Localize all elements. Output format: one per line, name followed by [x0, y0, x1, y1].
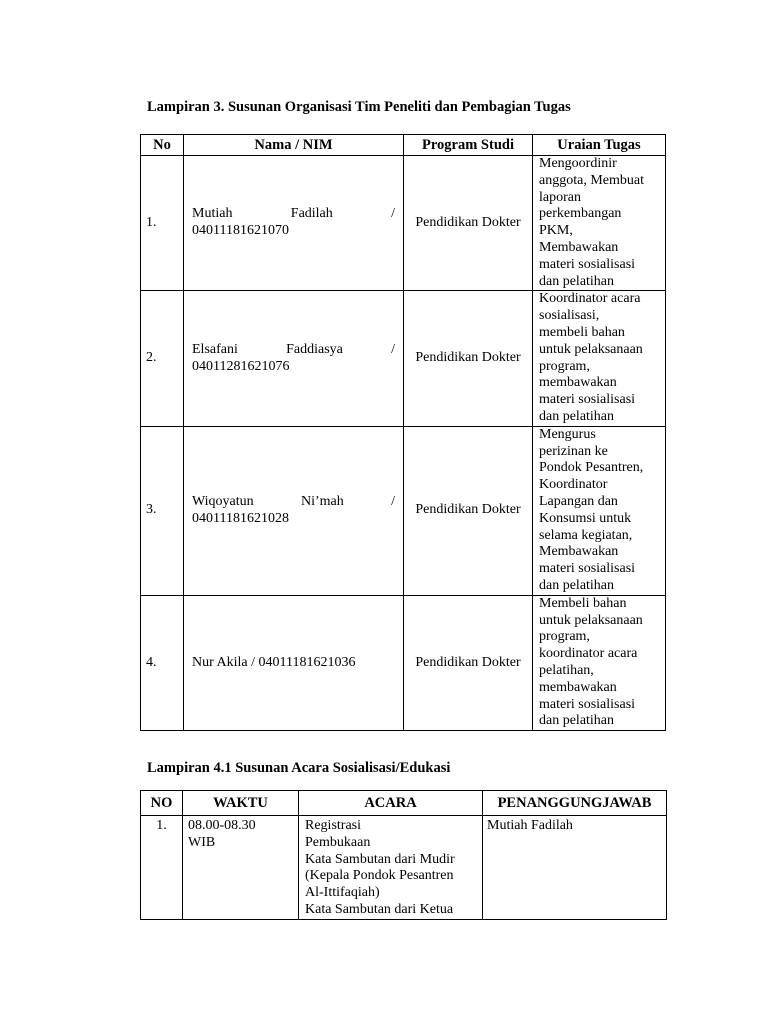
nim-line: 04011181621028: [192, 510, 289, 526]
task-line: dan pelatihan: [539, 713, 615, 729]
cell-tasks: [533, 291, 666, 426]
task-line: dan pelatihan: [539, 273, 615, 289]
task-line: dan pelatihan: [539, 408, 615, 424]
task-line: membeli bahan: [539, 324, 625, 340]
task-line: Koordinator: [539, 477, 608, 493]
header-no: No: [141, 135, 184, 156]
cell-name-nim: [184, 426, 404, 595]
task-line: materi sosialisasi: [539, 392, 636, 408]
task-line: program,: [539, 629, 590, 645]
name-line: Mutiah Fadilah /: [192, 206, 395, 222]
task-line: Konsumsi untuk: [539, 510, 632, 526]
task-line: Membawakan: [539, 239, 619, 255]
task-line: pelatihan,: [539, 662, 594, 678]
task-line: Membeli bahan: [539, 595, 627, 611]
time-line: WIB: [188, 834, 216, 850]
nim-line: 04011281621076: [192, 358, 290, 374]
cell-no: 1.: [141, 816, 183, 920]
cell-person-in-charge: Mutiah Fadilah: [483, 816, 667, 920]
cell-no: 1.: [141, 156, 184, 291]
cell-tasks: [533, 595, 666, 730]
task-line: materi sosialisasi: [539, 561, 636, 577]
name-line: Wiqoyatun Ni’mah /: [192, 493, 395, 509]
header-time: WAKTU: [183, 791, 299, 816]
cell-no: 2.: [141, 291, 184, 426]
task-line: Mengurus: [539, 426, 596, 442]
task-line: membawakan: [539, 375, 617, 391]
table-row: [141, 595, 666, 730]
cell-no: 3.: [141, 426, 184, 595]
task-line: selama kegiatan,: [539, 527, 633, 543]
table-row: [141, 816, 667, 920]
section-title-organization: Lampiran 3. Susunan Organisasi Tim Peneliti dan Pembagian Tugas: [147, 99, 571, 115]
task-line: dan pelatihan: [539, 577, 615, 593]
table-row: [141, 291, 666, 426]
task-line: program,: [539, 358, 590, 374]
cell-program: Pendidikan Dokter: [404, 426, 533, 595]
nim-line: 04011181621070: [192, 223, 289, 239]
header-no: NO: [141, 791, 183, 816]
header-tasks: Uraian Tugas: [533, 135, 666, 156]
task-line: Mengoordinir: [539, 156, 617, 171]
header-event: ACARA: [299, 791, 483, 816]
event-line: Kata Sambutan dari Mudir: [305, 851, 455, 867]
task-line: materi sosialisasi: [539, 256, 636, 272]
cell-name-nim: [184, 595, 404, 730]
task-line: untuk pelaksanaan: [539, 612, 643, 628]
task-line: perizinan ke: [539, 443, 608, 459]
name-line: Nur Akila / 04011181621036: [192, 654, 356, 670]
cell-time: [183, 816, 299, 920]
organization-table: [140, 134, 666, 731]
cell-program: Pendidikan Dokter: [404, 595, 533, 730]
time-line: 08.00-08.30: [188, 818, 256, 833]
section-title-schedule: Lampiran 4.1 Susunan Acara Sosialisasi/Edukasi: [147, 760, 451, 776]
cell-program: Pendidikan Dokter: [404, 291, 533, 426]
schedule-table: [140, 790, 667, 920]
task-line: untuk pelaksanaan: [539, 341, 643, 357]
task-line: Lapangan dan: [539, 493, 618, 509]
header-program: Program Studi: [404, 135, 533, 156]
task-line: anggota, Membuat: [539, 172, 644, 188]
name-line: Elsafani Faddiasya /: [192, 341, 395, 357]
task-line: Pondok Pesantren,: [539, 460, 644, 476]
task-line: membawakan: [539, 679, 617, 695]
event-line: Kata Sambutan dari Ketua: [305, 901, 454, 917]
task-line: Membawakan: [539, 544, 619, 560]
header-person-in-charge: PENANGGUNGJAWAB: [483, 791, 667, 816]
task-line: koordinator acara: [539, 646, 638, 662]
event-line: (Kepala Pondok Pesantren: [305, 868, 454, 884]
table-header-row: [141, 135, 666, 156]
task-line: PKM,: [539, 223, 573, 239]
header-name-nim: Nama / NIM: [184, 135, 404, 156]
event-line: Al-Ittifaqiah): [305, 885, 380, 901]
table-row: [141, 426, 666, 595]
cell-tasks: [533, 426, 666, 595]
event-line: Registrasi: [305, 818, 361, 833]
event-line: Pembukaan: [305, 834, 371, 850]
task-line: laporan: [539, 189, 581, 205]
task-line: Koordinator acara: [539, 291, 641, 307]
cell-name-nim: [184, 291, 404, 426]
cell-no: 4.: [141, 595, 184, 730]
task-line: materi sosialisasi: [539, 696, 636, 712]
cell-tasks: [533, 156, 666, 291]
table-row: [141, 156, 666, 291]
cell-event: [299, 816, 483, 920]
task-line: sosialisasi,: [539, 308, 600, 324]
cell-program: Pendidikan Dokter: [404, 156, 533, 291]
cell-name-nim: [184, 156, 404, 291]
table-header-row: [141, 791, 667, 816]
task-line: perkembangan: [539, 206, 622, 222]
